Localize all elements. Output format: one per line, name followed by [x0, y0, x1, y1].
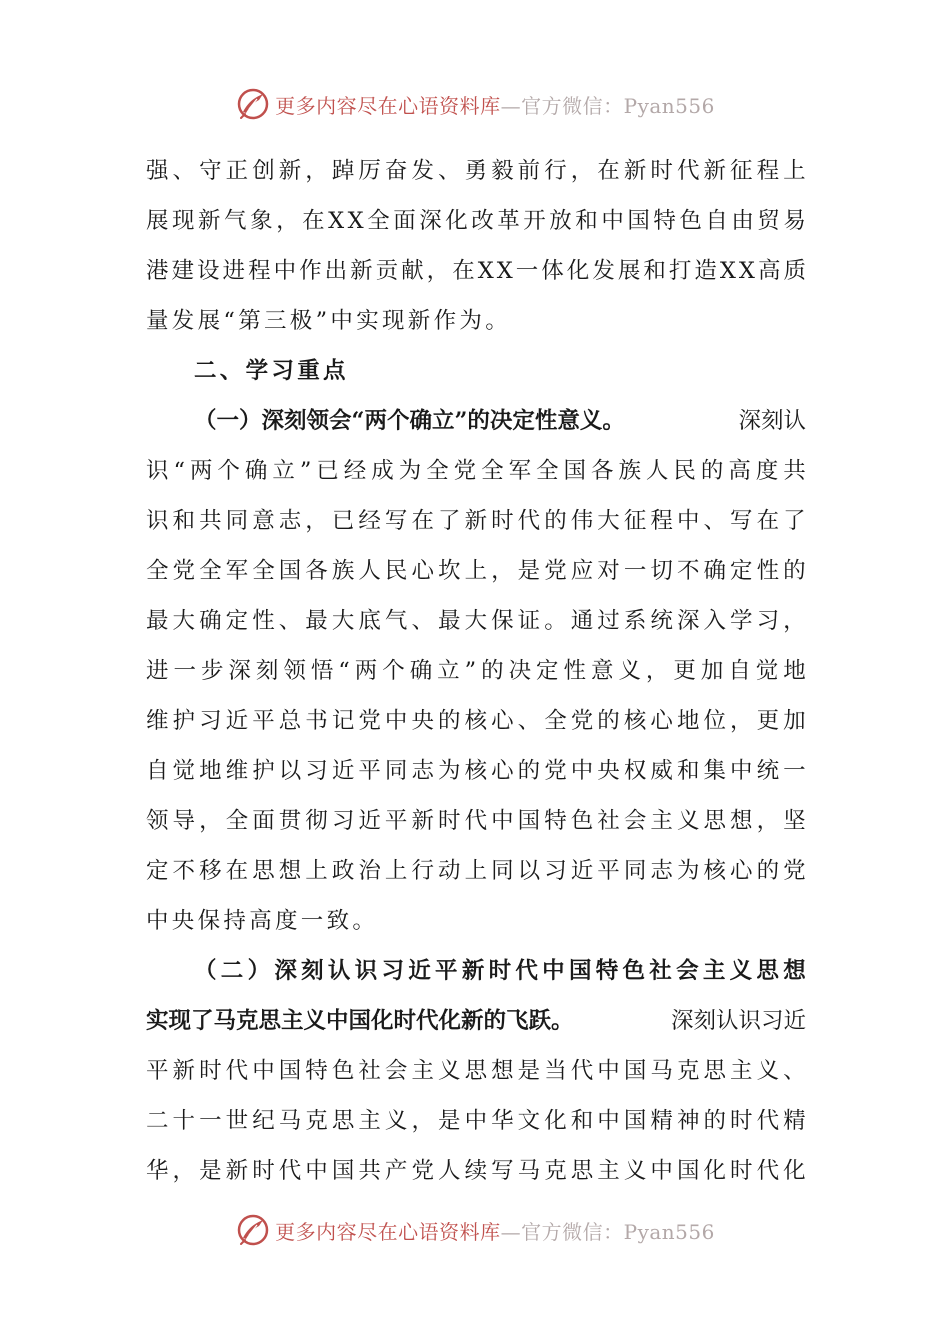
- banner-suffix: 官方微信：Pyan556: [521, 1219, 715, 1244]
- text-line: 领 导 ， 全 面 贯 彻 习 近 平 新 时 代 中 国 特 色 社 会 主 义 思 想 ， 坚: [146, 808, 806, 834]
- document-body: [146, 146, 806, 1196]
- banner-main-text: 更多内容尽在心语资料库: [275, 93, 501, 118]
- section2-title-end: 实现了马克思主义中国化时代化新的飞跃。: [146, 1008, 574, 1034]
- pen-logo-icon: [235, 86, 271, 122]
- pen-logo-icon: [235, 1212, 271, 1248]
- section1-first-rest: 深刻认: [738, 408, 806, 434]
- section2-title-line2: [146, 996, 806, 1046]
- text-line: 量发展“第三极”中实现新作为。: [146, 308, 512, 334]
- section1-title: （一）深刻领会“两个确立”的决定性意义。: [194, 408, 625, 434]
- text-line: 二 十 一 世 纪 马 克 思 主 义 ， 是 中 华 文 化 和 中 国 精 神 的 时 代 精: [146, 1108, 806, 1134]
- text-line: 识 “ 两 个 确 立 ” 已 经 成 为 全 党 全 军 全 国 各 族 人 民 的 高 度 共: [146, 458, 806, 484]
- banner-dash: —: [500, 93, 522, 118]
- banner-text: [275, 90, 715, 119]
- footer-banner: [0, 1210, 950, 1250]
- banner-text: [275, 1216, 715, 1245]
- header-banner: [0, 84, 950, 124]
- text-line: 最 大 确 定 性 、 最 大 底 气 、 最 大 保 证 。 通 过 系 统 深 入 学 习 ，: [146, 608, 806, 634]
- section1-title-line: [146, 396, 806, 446]
- text-line: 进 一 步 深 刻 领 悟 “ 两 个 确 立 ” 的 决 定 性 意 义 ， 更 加 自 觉 地: [146, 658, 806, 684]
- text-line: 港 建 设 进 程 中 作 出 新 贡 献 ， 在 X X 一 体 化 发 展 和 打 造 X X 高 质: [146, 258, 806, 284]
- text-line: 强 、 守 正 创 新 ， 踔 厉 奋 发 、 勇 毅 前 行 ， 在 新 时 代 新 征 程 上: [146, 158, 806, 184]
- section2-title-line1: （ 二 ） 深 刻 认 识 习 近 平 新 时 代 中 国 特 色 社 会 主 义 思 想: [194, 958, 806, 984]
- text-line: 华 ， 是 新 时 代 中 国 共 产 党 人 续 写 马 克 思 主 义 中 国 化 时 代 化: [146, 1158, 806, 1184]
- text-line: 全 党 全 军 全 国 各 族 人 民 心 坎 上 ， 是 党 应 对 一 切 不 确 定 性 的: [146, 558, 806, 584]
- section-heading: 二、学习重点: [194, 358, 349, 384]
- text-line: 维 护 习 近 平 总 书 记 党 中 央 的 核 心 、 全 党 的 核 心 地 位 ， 更 加: [146, 708, 806, 734]
- text-line: 平 新 时 代 中 国 特 色 社 会 主 义 思 想 是 当 代 中 国 马 克 思 主 义 、: [146, 1058, 806, 1084]
- text-line: 定 不 移 在 思 想 上 政 治 上 行 动 上 同 以 习 近 平 同 志 为 核 心 的 党: [146, 858, 806, 884]
- text-line: 识 和 共 同 意 志 ， 已 经 写 在 了 新 时 代 的 伟 大 征 程 中 、 写 在 了: [146, 508, 806, 534]
- section2-line2-rest: 深刻认识习近: [670, 1008, 806, 1034]
- banner-dash: —: [500, 1219, 522, 1244]
- text-line: 展 现 新 气 象 ， 在 X X 全 面 深 化 改 革 开 放 和 中 国 特 色 自 由 贸 易: [146, 208, 806, 234]
- text-line: 自 觉 地 维 护 以 习 近 平 同 志 为 核 心 的 党 中 央 权 威 和 集 中 统 一: [146, 758, 806, 784]
- text-line: 中央保持高度一致。: [146, 908, 379, 934]
- banner-suffix: 官方微信：Pyan556: [521, 93, 715, 118]
- banner-main-text: 更多内容尽在心语资料库: [275, 1219, 501, 1244]
